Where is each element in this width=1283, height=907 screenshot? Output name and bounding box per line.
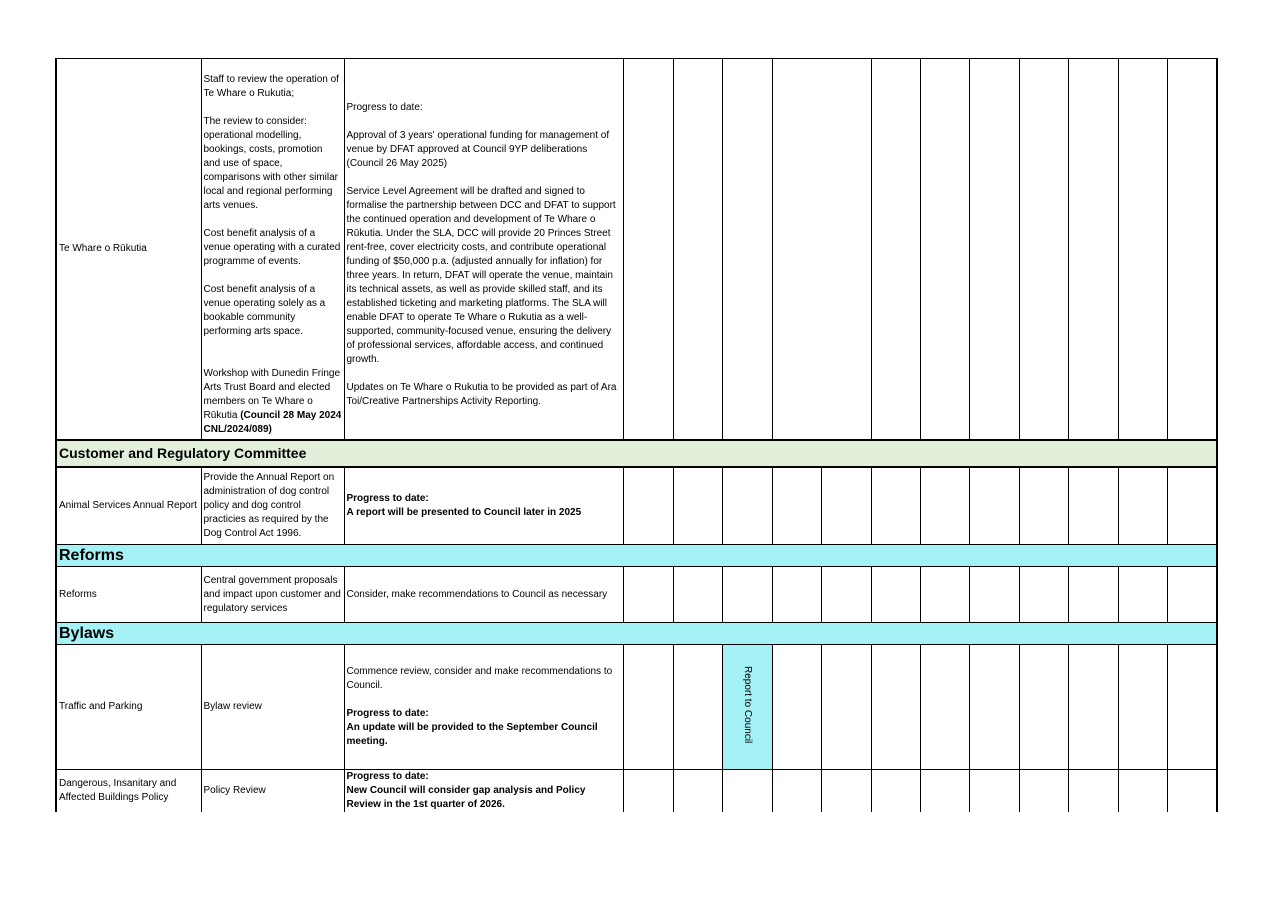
month-cell xyxy=(1167,467,1217,545)
action-cell: Policy Review xyxy=(201,770,344,813)
table-row xyxy=(56,567,1217,623)
section-header-row xyxy=(56,545,1217,567)
month-cell xyxy=(673,567,722,623)
month-cell xyxy=(1167,770,1217,813)
month-cell xyxy=(673,770,722,813)
month-cell xyxy=(969,467,1019,545)
month-cell xyxy=(623,467,673,545)
month-cell xyxy=(772,645,821,770)
month-cell xyxy=(871,59,920,440)
action-ref: (Council 28 May 2024 CNL/2024/089) xyxy=(203,410,342,435)
month-cell xyxy=(1019,59,1068,440)
month-cell xyxy=(772,467,821,545)
month-cell xyxy=(772,567,821,623)
month-cell xyxy=(871,770,920,813)
item-cell: Animal Services Annual Report xyxy=(56,467,201,545)
action-text: Staff to review the operation of Te Whare o Rukutia; The review to consider: operational modelling, bookings, costs, promotion and use of space, comparisons with other similar local and regional performing arts venues. Cost benefit analysis of a venue operating with a curated programme of events. Cost benefit analysis of a venue operating solely as a bookable community performing arts space. Workshop with Dunedin Fringe Arts Trust Board and elected members on Te Whare o Rūkutia xyxy=(203,74,341,421)
month-cell xyxy=(969,59,1019,440)
month-cell xyxy=(920,567,969,623)
month-cell xyxy=(920,467,969,545)
month-cell xyxy=(673,645,722,770)
month-cell xyxy=(821,467,871,545)
report-to-council-cell xyxy=(722,645,772,770)
table-row xyxy=(56,467,1217,545)
month-cell xyxy=(969,645,1019,770)
month-cell xyxy=(722,567,772,623)
month-cell xyxy=(722,770,772,813)
month-cell xyxy=(1118,770,1167,813)
month-cell xyxy=(722,467,772,545)
month-cell xyxy=(623,770,673,813)
workplan-table xyxy=(55,58,1218,812)
month-cell xyxy=(1019,567,1068,623)
month-cell xyxy=(673,467,722,545)
month-cell xyxy=(1068,645,1118,770)
progress-status: Progress to date: An update will be provided to the September Council meeting. xyxy=(346,708,598,747)
month-cell xyxy=(969,567,1019,623)
section-header-row xyxy=(56,440,1217,467)
month-cell xyxy=(722,59,772,440)
month-cell xyxy=(623,645,673,770)
section-title: Reforms xyxy=(56,545,1217,567)
progress-cell: Progress to date: A report will be presented to Council later in 2025 xyxy=(344,467,623,545)
action-cell xyxy=(201,59,344,440)
month-cell xyxy=(623,59,673,440)
month-cell xyxy=(871,567,920,623)
month-cell xyxy=(1068,59,1118,440)
month-cell xyxy=(821,567,871,623)
action-cell: Central government proposals and impact upon customer and regulatory services xyxy=(201,567,344,623)
month-cell xyxy=(920,59,969,440)
table-row xyxy=(56,770,1217,813)
item-cell: Te Whare o Rūkutia xyxy=(56,59,201,440)
section-title: Bylaws xyxy=(56,623,1217,645)
month-cell xyxy=(1019,770,1068,813)
month-cell xyxy=(772,59,821,440)
month-cell xyxy=(969,770,1019,813)
month-cell xyxy=(1118,467,1167,545)
item-cell: Reforms xyxy=(56,567,201,623)
progress-text: Progress to date: Approval of 3 years' operational funding for management of venue by DFAT approved at Council 9YP deliberations (Council 26 May 2025) Service Level Agreement will be drafted and signed to formalise the partnership between DCC and DFAT to support the continued operation and development of Te Whare o Rūkutia. Under the SLA, DCC will provide 20 Princes Street rent-free, cover electricity costs, and contribute operational funding of $50,000 p.a. (adjusted annually for inflation) for three years. In return, DFAT will operate the venue, maintain its technical assets, as well as provide skilled staff, and its established ticketing and marketing platforms. The SLA will enable DFAT to operate Te Whare o Rukutia as a well-supported, community-focused venue, ensuring the delivery of professional services, affordable access, and continued growth. Updates on Te Whare o Rukutia to be provided as part of Ara Toi/Creative Partnerships Activity Reporting. xyxy=(346,102,617,407)
progress-cell xyxy=(344,645,623,770)
month-cell xyxy=(920,770,969,813)
month-cell xyxy=(1068,567,1118,623)
section-header-row xyxy=(56,623,1217,645)
month-cell xyxy=(920,645,969,770)
month-cell xyxy=(1167,567,1217,623)
progress-cell xyxy=(344,59,623,440)
month-cell xyxy=(1019,645,1068,770)
month-cell xyxy=(871,467,920,545)
section-title: Customer and Regulatory Committee xyxy=(56,440,1217,467)
progress-cell: Consider, make recommendations to Council as necessary xyxy=(344,567,623,623)
action-cell: Bylaw review xyxy=(201,645,344,770)
workplan-sheet xyxy=(55,58,1218,812)
month-cell xyxy=(1068,467,1118,545)
item-cell: Dangerous, Insanitary and Affected Buildings Policy xyxy=(56,770,201,813)
month-cell xyxy=(1118,567,1167,623)
month-cell xyxy=(623,567,673,623)
month-cell xyxy=(1068,770,1118,813)
action-cell: Provide the Annual Report on administration of dog control policy and dog control practicies as required by the Dog Control Act 1996. xyxy=(201,467,344,545)
month-cell xyxy=(673,59,722,440)
table-row xyxy=(56,645,1217,770)
month-cell xyxy=(1167,59,1217,440)
month-cell xyxy=(772,770,821,813)
month-cell xyxy=(821,770,871,813)
month-cell xyxy=(1167,645,1217,770)
month-cell xyxy=(821,645,871,770)
month-cell xyxy=(1118,59,1167,440)
progress-cell: Progress to date: New Council will consider gap analysis and Policy Review in the 1st quarter of 2026. xyxy=(344,770,623,813)
report-to-council-label: Report to Council xyxy=(742,665,753,744)
month-cell xyxy=(821,59,871,440)
month-cell xyxy=(1118,645,1167,770)
month-cell xyxy=(871,645,920,770)
item-cell: Traffic and Parking xyxy=(56,645,201,770)
table-row xyxy=(56,59,1217,440)
month-cell xyxy=(1019,467,1068,545)
progress-text: Commence review, consider and make recommendations to Council. xyxy=(346,666,613,691)
